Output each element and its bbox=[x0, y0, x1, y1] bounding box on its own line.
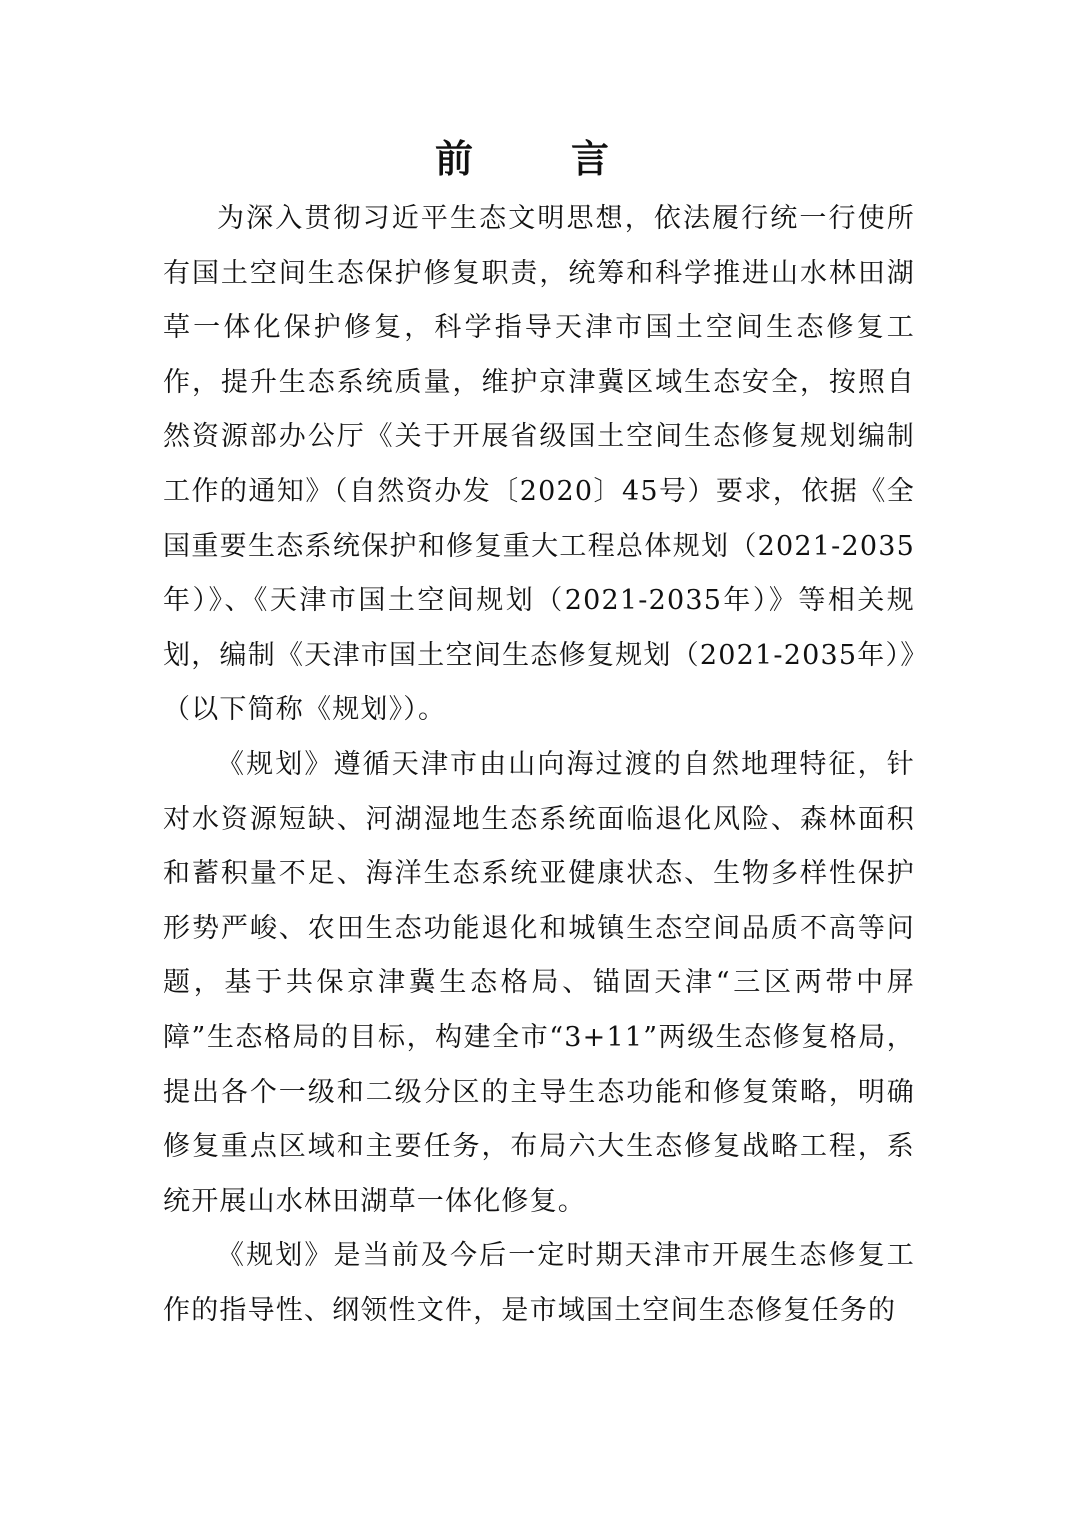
paragraph-1: 为深入贯彻习近平生态文明思想，依法履行统一行使所有国土空间生态保护修复职责，统筹和科学推进山水林田湖草一体化保护修复，科学指导天津市国土空间生态修复工作，提升生态系统质量，维护京津冀区域生态安全，按照自然资源部办公厅《关于开展省级国土空间生态修复规划编制工作的通知》（自然资办发〔2020〕45号）要求，依据《全国重要生态系统保护和修复重大工程总体规划（2021-2035年）》、《天津市国土空间规划（2021-2035年）》等相关规划，编制《天津市国土空间生态修复规划（2021-2035年）》（以下简称《规划》）。 bbox=[163, 203, 915, 726]
document-body bbox=[163, 192, 915, 1338]
paragraph-2: 《规划》遵循天津市由山向海过渡的自然地理特征，针对水资源短缺、河湖湿地生态系统面临退化风险、森林面积和蓄积量不足、海洋生态系统亚健康状态、生物多样性保护形势严峻、农田生态功能退化和城镇生态空间品质不高等问题，基于共保京津冀生态格局、锚固天津“三区两带中屏障”生态格局的目标，构建全市“3+11”两级生态修复格局，提出各个一级和二级分区的主导生态功能和修复策略，明确修复重点区域和主要任务，布局六大生态修复战略工程，系统开展山水林田湖草一体化修复。 bbox=[163, 748, 915, 1217]
page-title: 前 言 bbox=[434, 137, 639, 181]
paragraph-3: 《规划》是当前及今后一定时期天津市开展生态修复工作的指导性、纲领性文件，是市域国土空间生态修复任务的 bbox=[163, 1240, 915, 1326]
